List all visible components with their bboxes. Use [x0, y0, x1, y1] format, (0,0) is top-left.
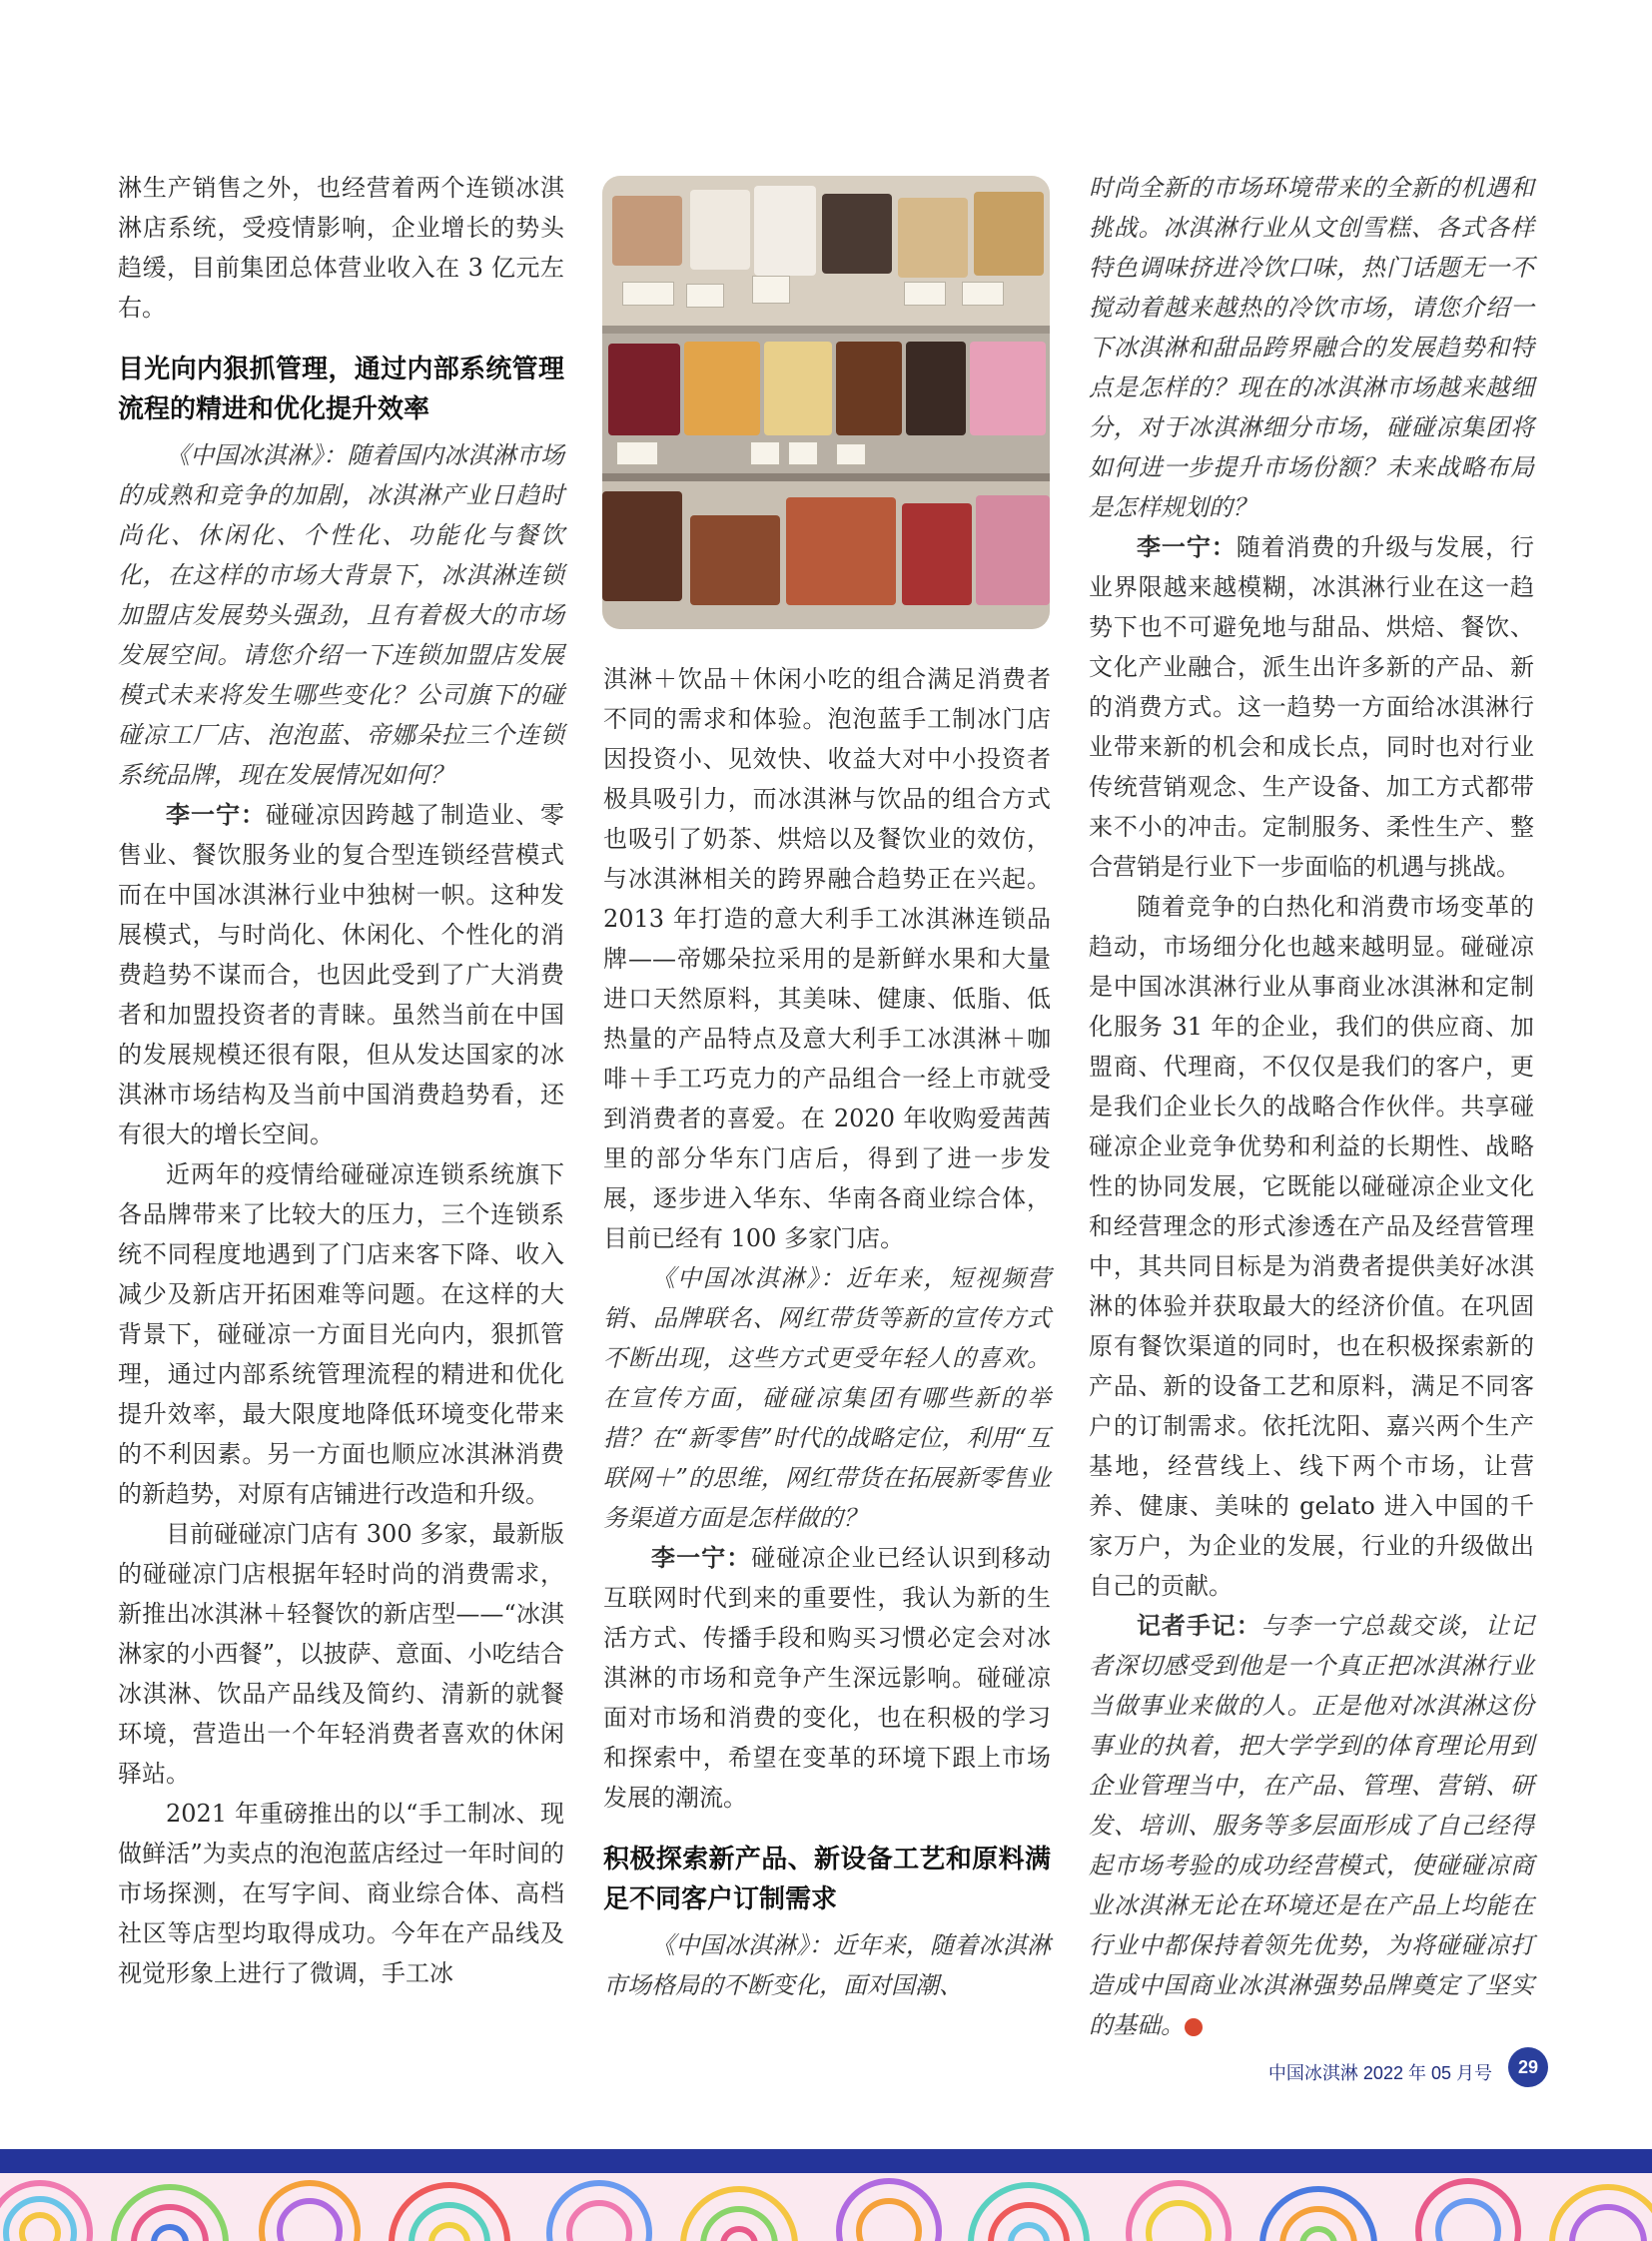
paragraph: 近两年的疫情给碰碰凉连锁系统旗下各品牌带来了比较大的压力，三个连锁系统不同程度地遇到了门店来客下降、收入减少及新店开拓困难等问题。在这样的大背景下，碰碰凉一方面目光向内，狠抓管理，通过内部系统管理流程的精进和优化提升效率，最大限度地降低环境变化带来的不利因素。另一方面也顺应冰淇淋消费的新趋势，对原有店铺进行改造和升级。 — [118, 1160, 564, 1508]
paragraph: 随着竞争的白热化和消费市场变革的趋动，市场细分化也越来越明显。碰碰凉是中国冰淇淋行业从事商业冰淇淋和定制化服务 31 年的企业，我们的供应商、加盟商、代理商，不仅仅是我们的客户，更是我们企业长久的战略合作伙伴。共享碰碰凉企业竞争优势和利益的长期性、战略性的协同发展，它既能以碰碰凉企业文化和经营理念的形式渗透在产品及经营管理中，其共同目标是为消费者提供美好冰淇淋的体验并获取最大的经济价值。在巩固原有餐饮渠道的同时，也在积极探索新的产品、新的设备工艺和原料，满足不同客户的订制需求。依托沈阳、嘉兴两个生产基地，经营线上、线下两个市场，让营养、健康、美味的 gelato 进入中国的千家万户，为企业的发展，行业的升级做出自己的贡献。 — [1089, 893, 1534, 1600]
page-number: 29 — [1508, 2047, 1548, 2087]
note-text: 与李一宁总裁交谈，让记者深切感受到他是一个真正把冰淇淋行业当做事业来做的人。正是他对冰淇淋这份事业的执着，把大学学到的体育理论用到企业管理当中，在产品、管理、营销、研发、培训、服务等多层面形成了自己经得起市场考验的成功经营模式，使碰碰凉商业冰淇淋无论在环境还是在产品上均能在行业中都保持着领先优势，为将碰碰凉打造成中国商业冰淇淋强势品牌奠定了坚实的基础。 — [1089, 1612, 1535, 2039]
speaker-label: 记者手记： — [1137, 1612, 1261, 1640]
section-heading: 目光向内狠抓管理，通过内部系统管理流程的精进和优化提升效率 — [118, 355, 564, 424]
gelato-display-photo — [602, 176, 1050, 629]
question-paragraph: 时尚全新的市场环境带来的全新的机遇和挑战。冰淇淋行业从文创雪糕、各式各样特色调味挤进冷饮口味，热门话题无一不搅动着越来越热的冷饮市场，请您介绍一下冰淇淋和甜品跨界融合的发展趋势和特点是怎样的？现在的冰淇淋市场越来越细分，对于冰淇淋细分市场，碰碰凉集团将如何进一步提升市场份额？未来战略布局是怎样规划的？ — [1089, 174, 1534, 521]
answer-paragraph — [1089, 527, 1534, 887]
photo-top-shelf — [602, 176, 1050, 326]
footer-band — [0, 2149, 1652, 2173]
question-paragraph: 《中国冰淇淋》：近年来，短视频营销、品牌联名、网红带货等新的宣传方式不断出现，这些方式更受年轻人的喜欢。在宣传方面，碰碰凉集团有哪些新的举措？在“新零售”时代的战略定位，利用“互联网＋”的思维，网红带货在拓展新零售业务渠道方面是怎样做的？ — [603, 1264, 1051, 1532]
answer-text: 随着消费的升级与发展，行业界限越来越模糊，冰淇淋行业在这一趋势下也不可避免地与甜品、烘焙、餐饮、文化产业融合，派生出许多新的产品、新的消费方式。这一趋势一方面给冰淇淋行业带来新的机会和成长点，同时也对行业传统营销观念、生产设备、加工方式都带来不小的冲击。定制服务、柔性生产、整合营销是行业下一步面临的机遇与挑战。 — [1089, 533, 1535, 881]
paragraph: 目前碰碰凉门店有 300 多家，最新版的碰碰凉门店根据年轻时尚的消费需求，新推出冰淇淋＋轻餐饮的新店型——“冰淇淋家的小西餐”，以披萨、意面、小吃结合冰淇淋、饮品产品线及简约、清新的就餐环境，营造出一个年轻消费者喜欢的休闲驿站。 — [118, 1520, 564, 1788]
decorative-circles-strip — [0, 2173, 1652, 2241]
photo-bottom-shelf — [602, 481, 1050, 629]
speaker-label: 李一宁： — [651, 1544, 752, 1572]
column-3 — [1089, 168, 1534, 2045]
answer-text: 碰碰凉因跨越了制造业、零售业、餐饮服务业的复合型连锁经营模式而在中国冰淇淋行业中独树一帜。这种发展模式，与时尚化、休闲化、个性化的消费趋势不谋而合，也因此受到了广大消费者和加盟投资者的青睐。虽然当前在中国的发展规模还很有限，但从发达国家的冰淇淋市场结构及当前中国消费趋势看，还有很大的增长空间。 — [118, 801, 564, 1148]
decorative-circles-icon — [0, 2173, 1652, 2241]
paragraph: 2021 年重磅推出的以“手工制冰、现做鲜活”为卖点的泡泡蓝店经过一年时间的市场探测，在写字间、商业综合体、高档社区等店型均取得成功。今年在产品线及视觉形象上进行了微调，手工冰 — [118, 1800, 564, 1987]
answer-paragraph — [118, 795, 564, 1154]
speaker-label: 李一宁： — [1137, 533, 1237, 561]
photo-middle-shelf — [602, 334, 1050, 473]
column-2 — [603, 659, 1051, 2005]
section-heading: 积极探索新产品、新设备工艺和原料满足不同客户订制需求 — [603, 1845, 1051, 1914]
paragraph: 淋生产销售之外，也经营着两个连锁冰淇淋店系统，受疫情影响，企业增长的势头趋缓，目前集团总体营业收入在 3 亿元左右。 — [118, 174, 564, 322]
question-paragraph: 《中国冰淇淋》：近年来，随着冰淇淋市场格局的不断变化，面对国潮、 — [603, 1931, 1051, 1999]
paragraph: 淇淋＋饮品＋休闲小吃的组合满足消费者不同的需求和体验。泡泡蓝手工制冰门店因投资小、见效快、收益大对中小投资者极具吸引力，而冰淇淋与饮品的组合方式也吸引了奶茶、烘焙以及餐饮业的效仿，与冰淇淋相关的跨界融合趋势正在兴起。2013 年打造的意大利手工冰淇淋连锁品牌——帝娜朵拉采用的是新鲜水果和大量进口天然原料，其美味、健康、低脂、低热量的产品特点及意大利手工冰淇淋＋咖啡＋手工巧克力的产品组合一经上市就受到消费者的喜爱。在 2020 年收购爱茜茜里的部分华东门店后，得到了进一步发展，逐步进入华东、华南各商业综合体，目前已经有 100 多家门店。 — [603, 665, 1051, 1252]
reporter-note — [1089, 1606, 1534, 2045]
question-paragraph: 《中国冰淇淋》：随着国内冰淇淋市场的成熟和竞争的加剧，冰淇淋产业日趋时尚化、休闲化、个性化、功能化与餐饮化，在这样的市场大背景下，冰淇淋连锁加盟店发展势头强劲，且有着极大的市场发展空间。请您介绍一下连锁加盟店发展模式未来将发生哪些变化？公司旗下的碰碰凉工厂店、泡泡蓝、帝娜朵拉三个连锁系统品牌，现在发展情况如何？ — [118, 441, 564, 789]
column-1 — [118, 168, 564, 1993]
answer-text: 碰碰凉企业已经认识到移动互联网时代到来的重要性，我认为新的生活方式、传播手段和购买习惯必定会对冰淇淋的市场和竞争产生深远影响。碰碰凉面对市场和消费的变化，也在积极的学习和探索中，希望在变革的环境下跟上市场发展的潮流。 — [603, 1544, 1052, 1812]
end-mark-icon: ❀ — [1185, 2018, 1203, 2036]
speaker-label: 李一宁： — [166, 801, 266, 829]
magazine-footer: 中国冰淇淋 2022 年 05 月号 — [1267, 2063, 1492, 2083]
answer-paragraph — [603, 1538, 1051, 1818]
